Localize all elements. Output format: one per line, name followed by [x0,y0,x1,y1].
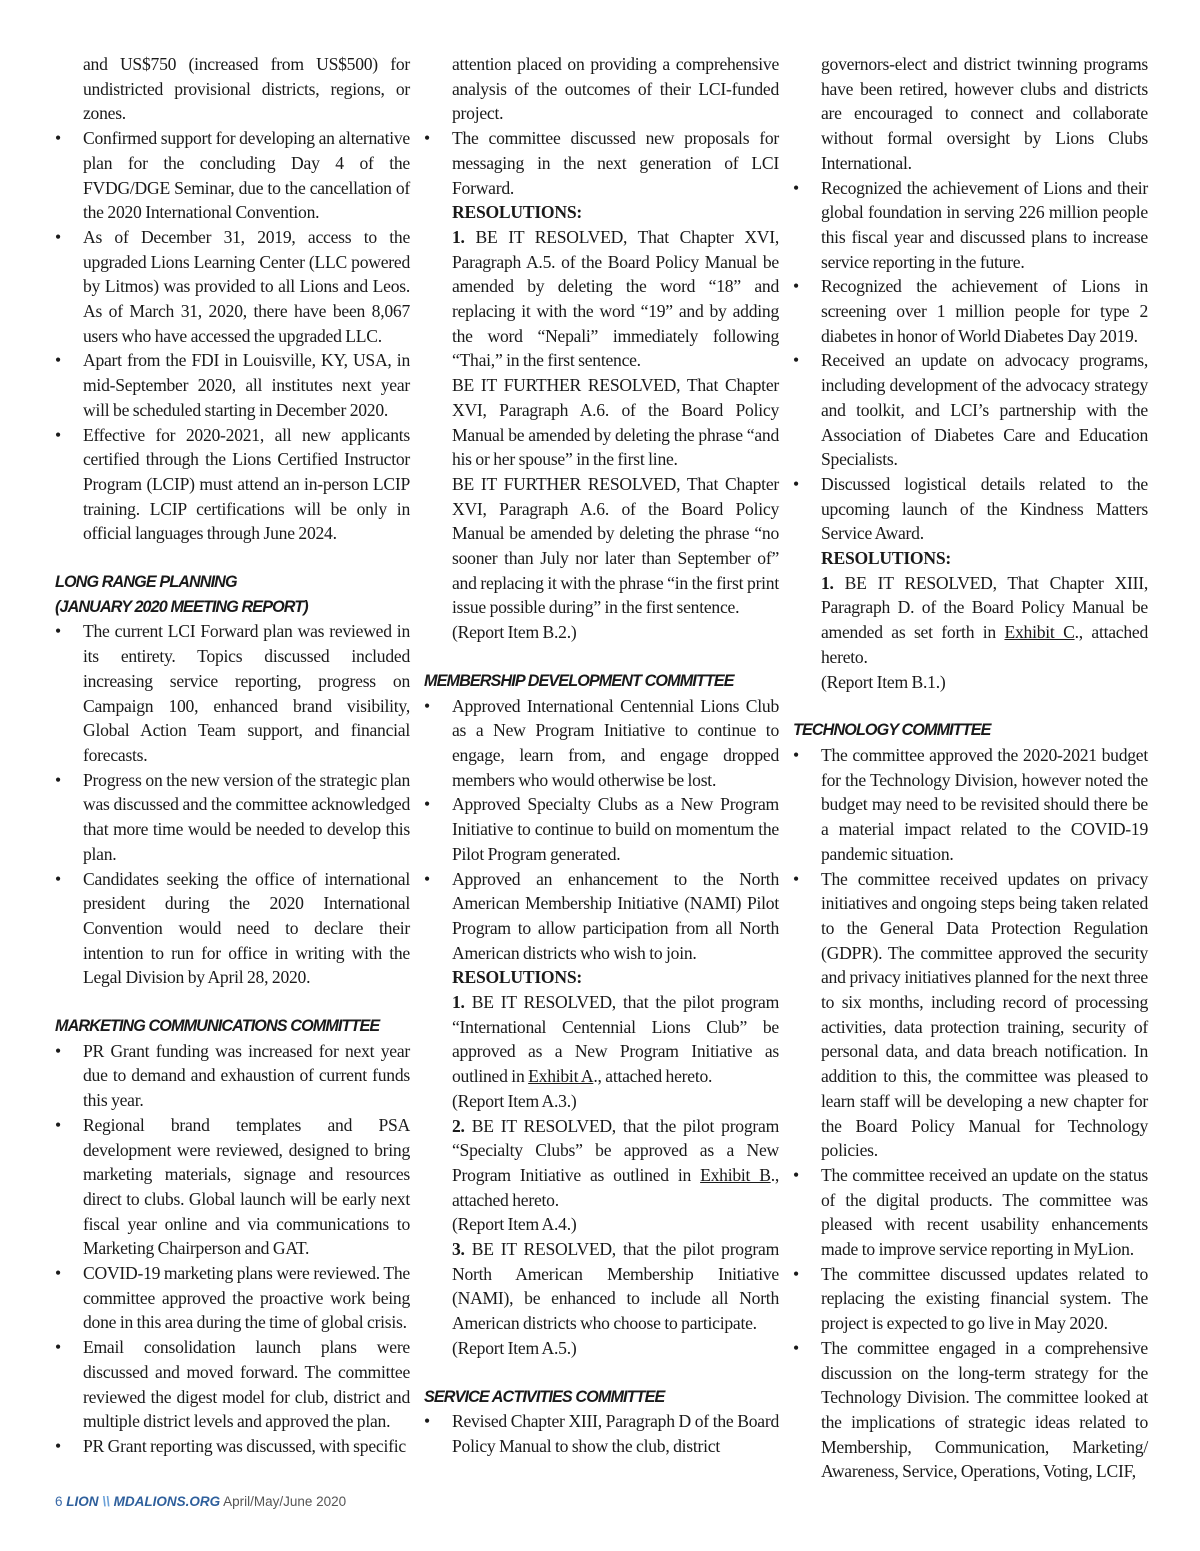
resolution-text: BE IT RESOLVED, that the pilot program North American Membership Initiative (NAMI), be enhanced to include all North American districts who choose to participate. [452,1239,780,1334]
resolution-paragraph [424,225,779,373]
footer-separator: \\ [102,1494,110,1509]
resolution-paragraph [424,1114,779,1213]
resolution-text-end: ., attached hereto. [593,1066,713,1087]
resolution-number: 1. [821,572,834,593]
bullet-item: • The committee received an update on the status of the digital products. The committee was pleased with recent usability enhancements made to improve service reporting in MyLion. [793,1163,1148,1262]
bullet-item: • As of December 31, 2019, access to the upgraded Lions Learning Center (LLC powered by Litmos) was provided to all Lions and Leos. As of March 31, 2020, there have been 8,067 users who have accessed the upgraded LLC. [55,225,410,349]
bullet-item: • Revised Chapter XIII, Paragraph D of the Board Policy Manual to show the club, district [424,1409,779,1458]
website-name: MDALIONS.ORG [113,1494,221,1509]
bullet-item: • Progress on the new version of the strategic plan was discussed and the committee acknowledged that more time would be needed to develop this plan. [55,768,410,867]
bullet-item: • Discussed logistical details related to the upcoming launch of the Kindness Matters Service Award. [793,472,1148,546]
page-footer [55,1494,346,1509]
column-right [793,52,1148,1484]
section-spacer [793,694,1148,718]
paragraph: BE IT FURTHER RESOLVED, That Chapter XVI, Paragraph A.6. of the Board Policy Manual be amended by deleting the phrase “no sooner than July nor later than September of” and replacing it with the phrase “in the first print issue possible during” in the first sentence. [452,473,779,618]
paragraph: (Report Item B.1.) [821,671,946,692]
exhibit-link[interactable]: Exhibit B [700,1164,771,1185]
bullet-item: • The committee approved the 2020-2021 budget for the Technology Division, however noted the budget may need to be revisited should there be a material impact related to the COVID-19 pandemic situation. [793,743,1148,867]
paragraph: (Report Item B.2.) [452,622,577,643]
resolution-paragraph [424,1237,779,1336]
bullet-item: • Approved Specialty Clubs as a New Program Initiative to continue to build on momentum the Pilot Program generated. [424,792,779,866]
resolutions-label: RESOLUTIONS: [452,967,582,988]
bullet-item: • PR Grant funding was increased for next year due to demand and exhaustion of current funds this year. [55,1039,410,1113]
exhibit-link[interactable]: Exhibit A [528,1066,594,1087]
section-spacer [424,1361,779,1385]
bullet-item: • The committee discussed new proposals for messaging in the next generation of LCI Forward. [424,126,779,200]
page-number: 6 [55,1494,63,1509]
magazine-brand: LION [66,1494,99,1509]
paragraph: and US$750 (increased from US$500) for undistricted provisional districts, regions, or zones. [83,54,410,124]
resolution-number: 1. [452,992,465,1013]
section-heading: MARKETING COMMUNICATIONS COMMITTEE [55,1017,380,1036]
bullet-item: • Effective for 2020-2021, all new applicants certified through the Lions Certified Instructor Program (LCIP) must attend an in-person LCIP training. LCIP certifications will be only in official languages through June 2024. [55,423,410,547]
resolution-paragraph [793,571,1148,670]
resolution-number: 2. [452,1115,465,1136]
bullet-item: • The committee received updates on privacy initiatives and ongoing steps being taken related to the General Data Protection Regulation (GDPR). The committee approved the security and privacy initiatives planned for the next three to six months, including record of processing activities, data protection training, security of personal data, and data breach notification. In addition to this, the committee was pleased to learn staff will be developing a new chapter for the Board Policy Manual for Technology policies. [793,867,1148,1163]
bullet-item: • The committee engaged in a comprehensive discussion on the long-term strategy for the Technology Division. The committee looked at the implications of strategic ideas related to Membership, Communication, Marketing/ Awareness, Service, Operations, Voting, LCIF, [793,1336,1148,1484]
paragraph: (Report Item A.4.) [452,1214,577,1235]
section-spacer [55,546,410,570]
resolution-number: 3. [452,1239,465,1260]
bullet-item: • Confirmed support for developing an alternative plan for the concluding Day 4 of the FVDG/DGE Seminar, due to the cancellation of the 2020 International Convention. [55,126,410,225]
section-heading: MEMBERSHIP DEVELOPMENT COMMITTEE [424,671,734,690]
section-heading: TECHNOLOGY COMMITTEE [793,721,991,740]
paragraph: governors-elect and district twinning programs have been retired, however clubs and districts are encouraged to connect and collaborate without formal oversight by Lions Clubs International. [821,54,1148,173]
bullet-item: • The committee discussed updates related to replacing the existing financial system. The project is expected to go live in May 2020. [793,1262,1148,1336]
bullet-item: • Received an update on advocacy programs, including development of the advocacy strategy and toolkit, and LCI’s partnership with the Association of Diabetes Care and Education Specialists. [793,348,1148,472]
section-spacer [424,645,779,669]
section-heading: (JANUARY 2020 MEETING REPORT) [55,597,308,616]
resolution-number: 1. [452,226,465,247]
column-left [55,52,410,1459]
bullet-item: • Recognized the achievement of Lions in screening over 1 million people for type 2 diabetes in honor of World Diabetes Day 2019. [793,274,1148,348]
bullet-item: • Regional brand templates and PSA development were reviewed, designed to bring marketing materials, signage and resources direct to clubs. Global launch will be early next fiscal year online and via communications to Marketing Chairperson and GAT. [55,1113,410,1261]
section-heading: SERVICE ACTIVITIES COMMITTEE [424,1387,665,1406]
bullet-item: • Recognized the achievement of Lions and their global foundation in serving 226 million people this fiscal year and discussed plans to increase service reporting in the future. [793,176,1148,275]
bullet-item: • Apart from the FDI in Louisville, KY, USA, in mid-September 2020, all institutes next year will be scheduled starting in December 2020. [55,348,410,422]
resolutions-label: RESOLUTIONS: [452,202,582,223]
bullet-item: • PR Grant reporting was discussed, with specific [55,1434,410,1459]
resolution-paragraph [424,990,779,1089]
section-heading: LONG RANGE PLANNING [55,573,237,592]
bullet-item: • Approved International Centennial Lions Club as a New Program Initiative to continue to engage, learn from, and engage dropped members who would otherwise be lost. [424,694,779,793]
section-spacer [55,990,410,1014]
paragraph: (Report Item A.3.) [452,1090,577,1111]
paragraph: attention placed on providing a comprehensive analysis of the outcomes of their LCI-funded project. [452,54,779,124]
paragraph: (Report Item A.5.) [452,1337,577,1358]
exhibit-link[interactable]: Exhibit C [1004,622,1075,643]
issue-date: April/May/June 2020 [223,1494,347,1509]
resolution-text: BE IT RESOLVED, that the pilot program “Specialty Clubs” be approved as a New Program Initiative as outlined in [452,1115,780,1185]
resolution-text: BE IT RESOLVED, that the pilot program “International Centennial Lions Club” be approved as a New Program Initiative as outlined in [452,992,780,1087]
resolutions-label: RESOLUTIONS: [821,548,951,569]
resolution-text: BE IT RESOLVED, That Chapter XIII, Paragraph D. of the Board Policy Manual be amended as set forth in [821,572,1148,643]
resolution-text: BE IT RESOLVED, That Chapter XVI, Paragraph A.5. of the Board Policy Manual be amended by deleting the word “18” and replacing it with the word “19” and by adding the word “Nepali” immediately following “Thai,” in the first sentence. [452,226,779,371]
bullet-item: • The current LCI Forward plan was reviewed in its entirety. Topics discussed included increasing service reporting, progress on Campaign 100, enhanced brand visibility, Global Action Team support, and financial forecasts. [55,619,410,767]
paragraph: BE IT FURTHER RESOLVED, That Chapter XVI, Paragraph A.6. of the Board Policy Manual be amended by deleting the phrase “and his or her spouse” in the first line. [452,375,779,470]
bullet-item: • COVID-19 marketing plans were reviewed. The committee approved the proactive work being done in this area during the time of global crisis. [55,1261,410,1335]
bullet-item: • Candidates seeking the office of international president during the 2020 International Convention would need to declare their intention to run for office in writing with the Legal Division by April 28, 2020. [55,867,410,991]
column-middle [424,52,779,1459]
resolution-text-end: ., attached hereto. [452,1164,779,1210]
bullet-item: • Approved an enhancement to the North American Membership Initiative (NAMI) Pilot Program to allow participation from all North American districts who wish to join. [424,867,779,966]
bullet-item: • Email consolidation launch plans were discussed and moved forward. The committee reviewed the digest model for club, district and multiple district levels and approved the plan. [55,1335,410,1434]
resolution-text-end: ., attached hereto. [821,622,1148,667]
